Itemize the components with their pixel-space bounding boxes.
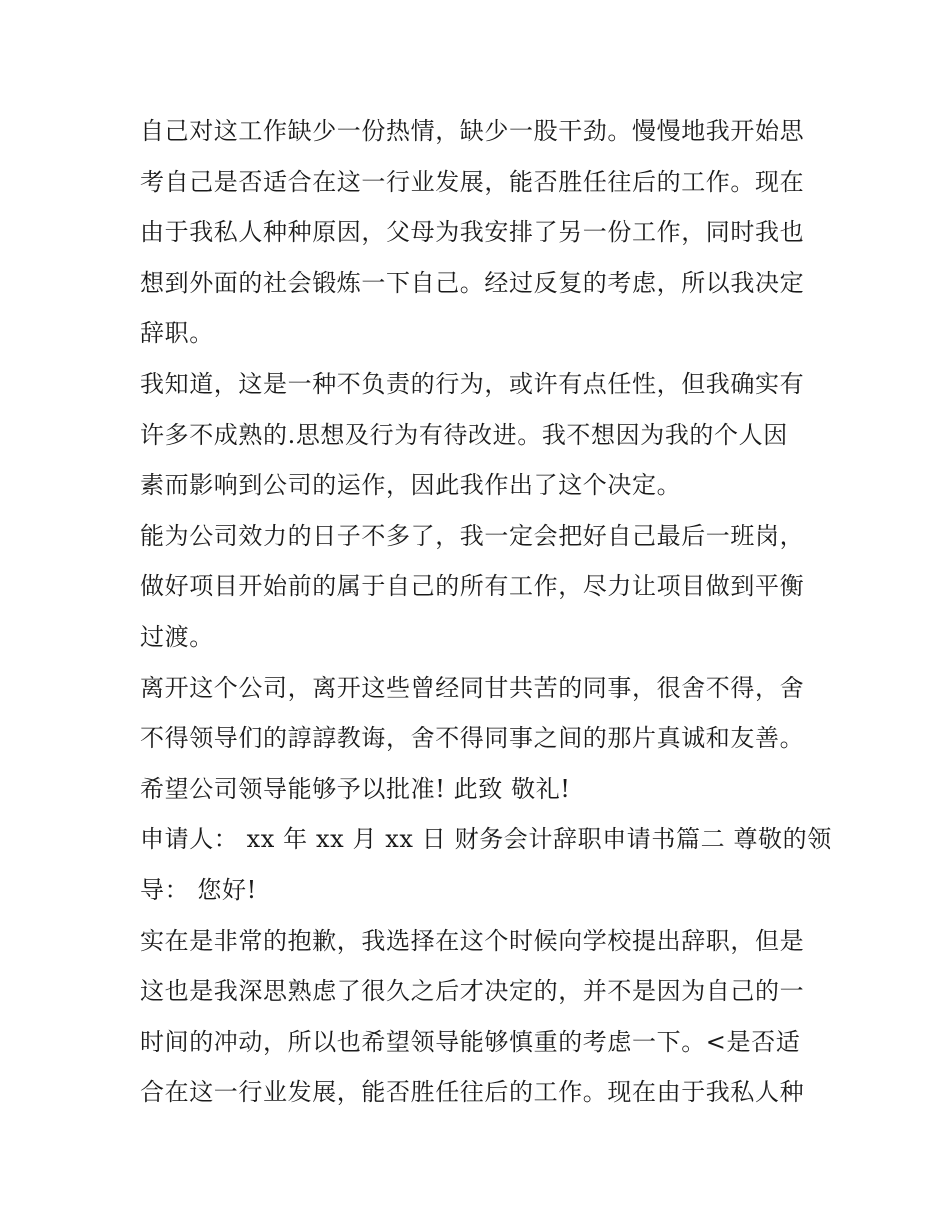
- text-line: 这也是我深思熟虑了很久之后才决定的，并不是因为自己的一: [140, 977, 805, 1006]
- text-line: 素而影响到公司的运作，因此我作出了这个决定。: [140, 471, 682, 500]
- text-line: 想到外面的社会锻炼一下自己。经过反复的考虑，所以我决定: [140, 268, 805, 297]
- text-line: 过渡。: [140, 622, 214, 651]
- text-line: 离开这个公司，离开这些曾经同甘共苦的同事，很舍不得，舍: [140, 673, 805, 702]
- text-line: 能为公司效力的日子不多了，我一定会把好自己最后一班岗，: [140, 521, 805, 550]
- text-line: 导： 您好!: [140, 875, 257, 904]
- text-line: 时间的冲动，所以也希望领导能够慎重的考虑一下。<是否适: [140, 1027, 801, 1056]
- text-line: 我知道，这是一种不负责的行为，或许有点任性，但我确实有: [140, 369, 805, 398]
- text-line: 希望公司领导能够予以批准! 此致 敬礼!: [140, 774, 571, 803]
- document-body: [140, 106, 832, 1118]
- text-line: 考自己是否适合在这一行业发展，能否胜任往后的工作。现在: [140, 167, 805, 196]
- text-line: 辞职。: [140, 319, 214, 348]
- text-line: 合在这一行业发展，能否胜任往后的工作。现在由于我私人种: [140, 1078, 805, 1107]
- text-line: 做好项目开始前的属于自己的所有工作，尽力让项目做到平衡: [140, 572, 805, 601]
- text-line: 许多不成熟的.思想及行为有待改进。我不想因为我的个人因: [140, 420, 788, 449]
- text-line: 自己对这工作缺少一份热情，缺少一股干劲。慢慢地我开始思: [140, 117, 805, 145]
- text-line: 由于我私人种种原因，父母为我安排了另一份工作，同时我也: [140, 218, 805, 247]
- text-line: 实在是非常的抱歉，我选择在这个时候向学校提出辞职，但是: [140, 926, 805, 955]
- text-line: 申请人： xx 年 xx 月 xx 日 财务会计辞职申请书篇二 尊敬的领: [140, 825, 832, 854]
- text-line: 不得领导们的諄諄教诲，舍不得同事之间的那片真诚和友善。: [140, 724, 805, 753]
